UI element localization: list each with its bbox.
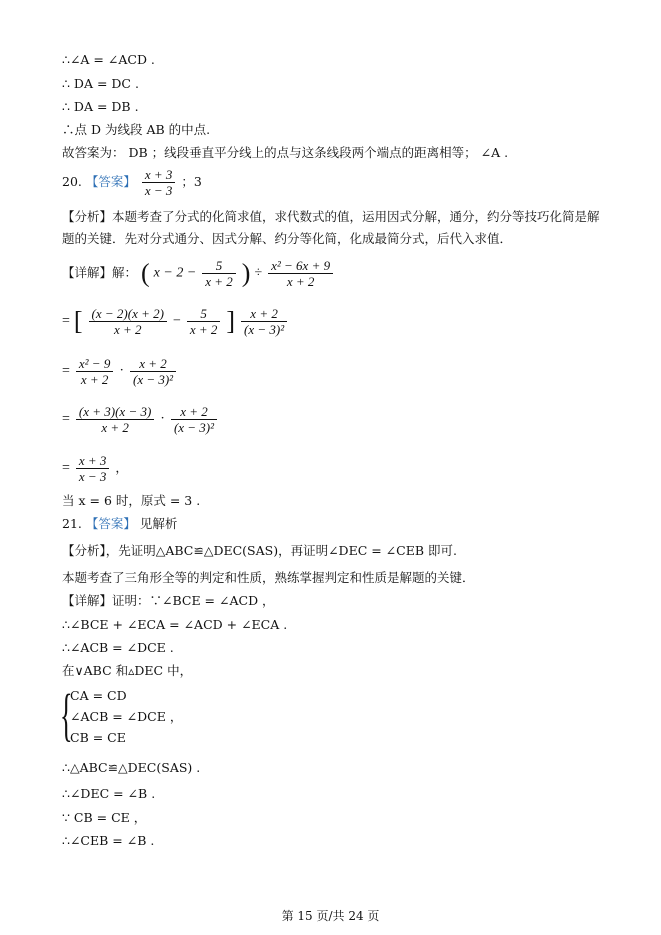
q21-detail7: ∵ CB = CE ， <box>62 810 147 825</box>
line-angle-equal: ∴∠A = ∠ACD . <box>62 52 155 67</box>
q20-s5-tail: ， <box>115 460 128 475</box>
q21-analysis1: 【分析】，先证明△ABC≌△DEC(SAS)，再证明∠DEC = ∠CEB 即可. <box>62 543 457 558</box>
q20-s2-den1: x + 2 <box>113 322 142 337</box>
q20-s2-den3: (x − 3)² <box>244 322 285 337</box>
q20-answer-tail: ；3 <box>181 174 202 189</box>
q20-s1-div: ÷ <box>254 265 263 281</box>
line-answer-summary: 故答案为： DB ；线段垂直平分线上的点与这条线段两个端点的距离相等； ∠A . <box>62 145 509 160</box>
q20-s4-fraction2 <box>171 404 217 435</box>
q20-s4-num1: (x + 3)(x − 3) <box>76 404 154 420</box>
line-da-db: ∴ DA = DB . <box>62 99 139 114</box>
dot-operator: · <box>160 411 165 427</box>
q20-s1-fraction2 <box>268 258 333 289</box>
q21-answer-row <box>62 516 177 532</box>
q20-s1-num: 5 <box>202 258 236 274</box>
q20-s5-fraction <box>76 453 110 484</box>
q20-s1-den2: x + 2 <box>286 274 315 289</box>
q20-answer-numerator: x + 3 <box>142 167 176 183</box>
q20-s4-den1: x + 2 <box>101 420 129 435</box>
right-bracket: ] <box>226 306 236 336</box>
dot-operator: · <box>119 363 124 379</box>
q20-s3-fraction2 <box>130 356 176 387</box>
equals-sign: = <box>62 411 70 427</box>
q21-answer-text: 见解析 <box>139 516 178 531</box>
q20-step1 <box>62 258 335 289</box>
q20-s3-den1: x + 2 <box>80 372 109 387</box>
q20-s2-minus: − <box>172 313 181 329</box>
q20-s3-num2: x + 2 <box>130 356 176 372</box>
q20-s4-num2: x + 2 <box>171 404 217 420</box>
left-paren: ( <box>141 258 150 288</box>
q20-s2-num2: 5 <box>187 306 221 322</box>
left-bracket: [ <box>73 306 83 336</box>
q21-detail6: ∴∠DEC = ∠B . <box>62 786 156 801</box>
q20-s1-num2: x² − 6x + 9 <box>268 258 333 274</box>
q20-s2-fraction2 <box>187 306 221 337</box>
q20-s2-num1: (x − 2)(x + 2) <box>89 306 167 322</box>
q21-detail8: ∴∠CEB = ∠B . <box>62 833 155 848</box>
q20-s4-den2: (x − 3)² <box>173 420 215 435</box>
q21-detail2: ∴∠BCE + ∠ECA = ∠ACD + ∠ECA . <box>62 617 288 632</box>
q20-s2-fraction3 <box>241 306 287 337</box>
q20-step5 <box>62 453 128 484</box>
q21-system-line3: CB = CE <box>70 730 126 745</box>
equals-sign: = <box>62 363 70 379</box>
line-da-dc: ∴ DA = DC . <box>62 76 139 91</box>
q20-answer-row <box>62 167 202 198</box>
q20-s1-fraction1 <box>202 258 236 289</box>
q21-detail4: 在∨ABC 和▵DEC 中， <box>62 663 193 678</box>
q21-analysis2: 本题考查了三角形全等的判定和性质，熟练掌握判定和性质是解题的关键． <box>62 570 475 585</box>
q21-detail5: ∴△ABC≌△DEC(SAS) . <box>62 760 201 775</box>
q20-s1-a: x − 2 − <box>153 265 197 281</box>
q20-s3-num1: x² − 9 <box>76 356 113 372</box>
q20-s3-fraction1 <box>76 356 113 387</box>
q21-detail1: 【详解】证明：∵∠BCE = ∠ACD ， <box>62 593 275 608</box>
q20-step4 <box>62 404 219 435</box>
q21-system-line1: CA = CD <box>70 688 127 703</box>
q20-s4-fraction1 <box>76 404 154 435</box>
right-paren: ) <box>241 258 251 288</box>
q21-answer-tag: 【答案】 <box>85 516 136 531</box>
q21-detail3: ∴∠ACB = ∠DCE . <box>62 640 174 655</box>
system-brace: { <box>60 682 73 747</box>
q20-s1-den: x + 2 <box>205 274 233 289</box>
q20-step3 <box>62 356 178 387</box>
q20-analysis: 【分析】本题考查了分式的化简求值，求代数式的值，运用因式分解，通分，约分等技巧化简是解题的关键．先对分式通分、因式分解、约分等化简，化成最简分式，后代入求值． <box>62 209 600 246</box>
equals-sign: = <box>62 460 70 476</box>
q20-step2 <box>62 306 289 337</box>
q21-system-line2: ∠ACB = ∠DCE ， <box>70 709 183 724</box>
q20-s2-fraction1 <box>89 306 167 337</box>
q20-s2-den2: x + 2 <box>189 322 218 337</box>
q20-answer-denominator: x − 3 <box>144 183 173 198</box>
q20-number: 20. <box>62 174 82 189</box>
q21-number: 21. <box>62 516 82 531</box>
equals-sign: = <box>62 313 70 329</box>
q20-s2-num3: x + 2 <box>241 306 287 322</box>
q20-s5-num: x + 3 <box>76 453 110 469</box>
q20-s5-den: x − 3 <box>78 469 107 484</box>
line-midpoint: ∴点 D 为线段 AB 的中点. <box>62 122 211 137</box>
q20-answer-tag: 【答案】 <box>85 174 136 189</box>
page-footer: 第 15 页/共 24 页 <box>281 909 380 923</box>
q20-final: 当 x = 6 时，原式 = 3 . <box>62 493 201 508</box>
q20-s3-den2: (x − 3)² <box>132 372 174 387</box>
q20-detail-label: 【详解】解： <box>62 265 138 280</box>
q20-answer-fraction <box>142 167 176 198</box>
